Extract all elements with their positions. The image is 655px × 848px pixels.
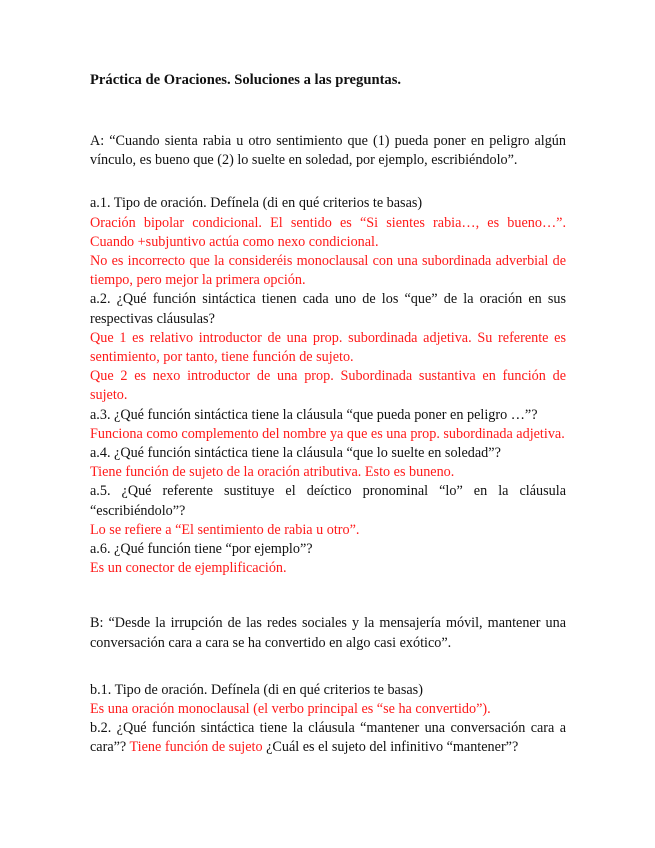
answer-a1-1: Oración bipolar condicional. El sentido es “Si sientes rabia…, es bueno…”. Cuando +subjuntivo actúa como nexo condicional. [90,214,566,250]
question-a3: a.3. ¿Qué función sintáctica tiene la cláusula “que pueda poner en peligro …”? [90,406,538,423]
question-a5: a.5. ¿Qué referente sustituye el deíctico pronominal “lo” en la cláusula “escribiéndolo”? [90,483,566,519]
question-a6: a.6. ¿Qué función tiene “por ejemplo”? [90,541,313,558]
sentence-b: B: “Desde la irrupción de las redes sociales y la mensajería móvil, mantener una conversación cara a cara se ha convertido en algo casi exótico”. [90,615,566,651]
document-page [90,70,566,758]
answer-a1-2: No es incorrecto que la consideréis monoclausal con una subordinada adverbial de tiempo, pero mejor la primera opción. [90,253,566,289]
question-a2: a.2. ¿Qué función sintáctica tienen cada uno de los “que” de la oración en sus respectivas cláusulas? [90,291,566,327]
question-b2-paragraph [90,719,566,757]
answer-a2-1: Que 1 es relativo introductor de una prop. subordinada adjetiva. Su referente es sentimiento, por tanto, tiene función de sujeto. [90,329,566,366]
question-a1: a.1. Tipo de oración. Defínela (di en qué criterios te basas) [90,195,423,212]
answer-a5: Lo se refiere a “El sentimiento de rabia u otro”. [90,521,360,538]
question-a4: a.4. ¿Qué función sintáctica tiene la cláusula “que lo suelte en soledad”? [90,445,501,462]
answer-a6: Es un conector de ejemplificación. [90,560,287,577]
question-b2-part-2: ¿Cuál es el sujeto del infinitivo “mantener”? [266,739,519,756]
question-b1: b.1. Tipo de oración. Defínela (di en qué criterios te basas) [90,681,423,698]
question-b2-part-1: b.2. ¿Qué función sintáctica tiene la cláusula “mantener una conversación cara a cara”? [90,720,566,756]
answer-a4: Tiene función de sujeto de la oración atributiva. Esto es buneno. [90,464,455,481]
answer-b1: Es una oración monoclausal (el verbo principal es “se ha convertido”). [90,701,491,718]
sentence-a: A: “Cuando sienta rabia u otro sentimiento que (1) pueda poner en peligro algún vínculo, es bueno que (2) lo suelte en soledad, por ejemplo, escribiéndolo”. [90,133,566,169]
document-title: Práctica de Oraciones. Soluciones a las preguntas. [90,72,402,88]
answer-a3: Funciona como complemento del nombre ya que es una prop. subordinada adjetiva. [90,425,565,442]
answer-a2-2: Que 2 es nexo introductor de una prop. Subordinada sustantiva en función de sujeto. [90,368,566,404]
answer-b2: Tiene función de sujeto [126,739,267,756]
